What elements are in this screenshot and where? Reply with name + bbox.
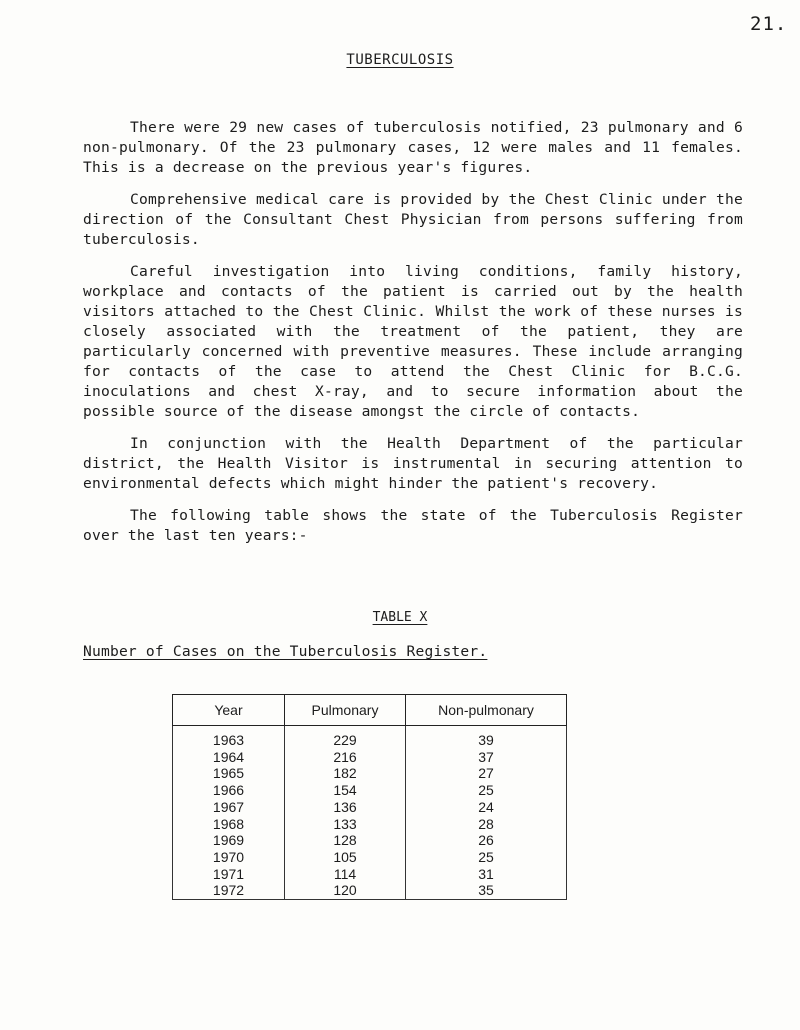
table-row (173, 882, 567, 899)
cell-year: 1967 (173, 799, 285, 816)
page-title-text: TUBERCULOSIS (346, 52, 454, 68)
cell-non-pulmonary: 24 (406, 799, 567, 816)
table-row (173, 749, 567, 766)
cell-pulmonary: 182 (285, 765, 406, 782)
header-year: Year (173, 695, 285, 726)
cell-non-pulmonary: 25 (406, 782, 567, 799)
cell-non-pulmonary: 31 (406, 866, 567, 883)
table-row (173, 799, 567, 816)
paragraph: There were 29 new cases of tuberculosis notified, 23 pulmonary and 6 non-pulmonary. Of the 23 pulmonary cases, 12 were males and 11 females. This is a decrease on the previous year's figures. (83, 119, 743, 176)
table-title-text: TABLE X (372, 610, 428, 625)
table-row (173, 866, 567, 883)
cell-non-pulmonary: 35 (406, 882, 567, 899)
cell-year: 1970 (173, 849, 285, 866)
table-header-row (173, 695, 567, 726)
page-title (0, 52, 800, 68)
table-body (173, 726, 567, 900)
cell-pulmonary: 154 (285, 782, 406, 799)
table-row (173, 782, 567, 799)
cell-non-pulmonary: 27 (406, 765, 567, 782)
cell-year: 1969 (173, 832, 285, 849)
paragraph: Careful investigation into living conditions, family history, workplace and contacts of the patient is carried out by the health visitors attached to the Chest Clinic. Whilst the work of these nurses is closely associated with the treatment of the patient, they are particularly concerned with preventive measures. These include arranging for contacts of the case to attend the Chest Clinic for B.C.G. inoculations and chest X-ray, and to secure information about the possible source of the disease amongst the circle of contacts. (83, 263, 743, 420)
table-caption: Number of Cases on the Tuberculosis Register. (83, 643, 488, 660)
cell-year: 1968 (173, 816, 285, 833)
page-number: 21. (750, 13, 788, 35)
cell-year: 1966 (173, 782, 285, 799)
cell-pulmonary: 136 (285, 799, 406, 816)
cell-pulmonary: 216 (285, 749, 406, 766)
cell-year: 1963 (173, 726, 285, 749)
cell-non-pulmonary: 39 (406, 726, 567, 749)
table-title (0, 610, 800, 625)
paragraph: In conjunction with the Health Department of the particular district, the Health Visitor is instrumental in securing attention to environmental defects which might hinder the patient's recovery. (83, 435, 743, 492)
cell-year: 1971 (173, 866, 285, 883)
cell-non-pulmonary: 28 (406, 816, 567, 833)
cell-pulmonary: 128 (285, 832, 406, 849)
cell-pulmonary: 120 (285, 882, 406, 899)
cell-year: 1965 (173, 765, 285, 782)
cell-non-pulmonary: 37 (406, 749, 567, 766)
paragraph: Comprehensive medical care is provided by the Chest Clinic under the direction of the Consultant Chest Physician from persons suffering from tuberculosis. (83, 191, 743, 248)
table-row (173, 832, 567, 849)
cell-pulmonary: 114 (285, 866, 406, 883)
tuberculosis-register-table (172, 694, 567, 900)
header-non-pulmonary: Non-pulmonary (406, 695, 567, 726)
cell-year: 1972 (173, 882, 285, 899)
table-row (173, 765, 567, 782)
table-row (173, 849, 567, 866)
header-pulmonary: Pulmonary (285, 695, 406, 726)
cell-pulmonary: 229 (285, 726, 406, 749)
cell-year: 1964 (173, 749, 285, 766)
body-text (83, 118, 743, 558)
table-row (173, 726, 567, 749)
table-row (173, 816, 567, 833)
cell-pulmonary: 105 (285, 849, 406, 866)
cell-pulmonary: 133 (285, 816, 406, 833)
cell-non-pulmonary: 25 (406, 849, 567, 866)
cell-non-pulmonary: 26 (406, 832, 567, 849)
paragraph: The following table shows the state of the Tuberculosis Register over the last ten years:- (83, 507, 743, 544)
